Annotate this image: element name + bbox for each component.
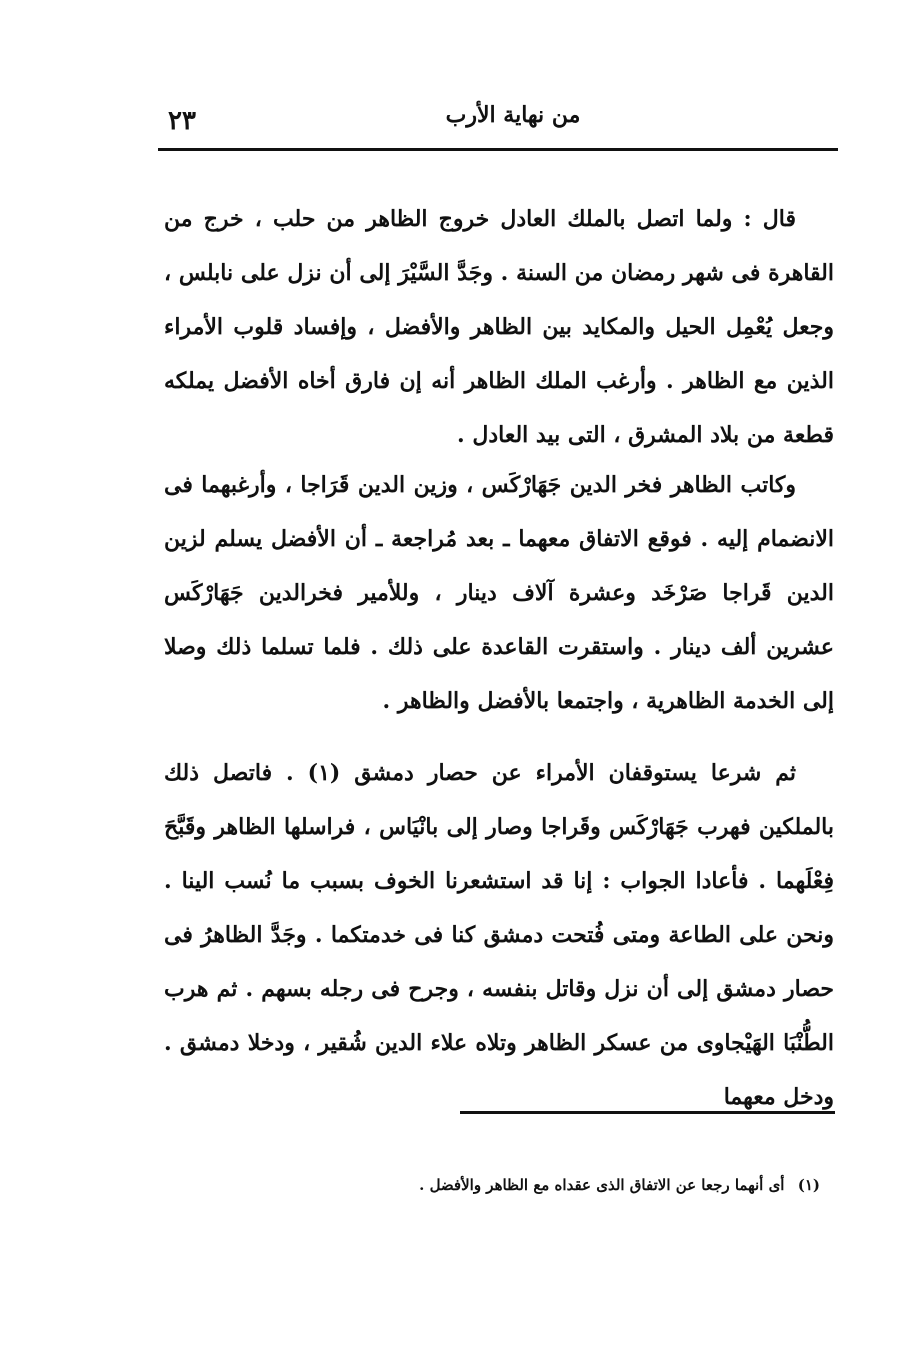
page-header — [158, 100, 838, 142]
footnote-marker: (١) — [797, 1176, 820, 1194]
paragraph-1 — [164, 192, 834, 462]
paragraph-text: وكاتب الظاهر فخر الدين جَهَارْكَس ، وزين الدين قَرَاجا ، وأرغبهما فى الانضمام إليه . فوقع الاتفاق معهما ـ بعد مُراجعة ـ أن الأفضل يسلم لزين الدين قَراجا صَرْخَد وعشرة آلاف دينار ، وللأمير فخرالدين جَهَارْكَس عشرين ألف دينار . واستقرت القاعدة على ذلك . فلما تسلما ذلك وصلا إلى الخدمة الظاهرية ، واجتمعا بالأفضل والظاهر . — [164, 472, 834, 714]
paragraph-text: ثم شرعا يستوقفان الأمراء عن حصار دمشق (١) . فاتصل ذلك بالملكين فهرب جَهَارْكَس وقَراجا وصار إلى بانْيَاس ، فراسلها الظاهر وقَبَّحَ فِعْلَهما . فأعادا الجواب : إنا قد استشعرنا الخوف بسبب ما نُسب الينا . ونحن على الطاعة ومتى فُتحت دمشق كنا فى خدمتكما . وجَدَّ الظاهرُ فى حصار دمشق إلى أن نزل وقاتل بنفسه ، وجرح فى رجله بسهم . ثم هرب الطُّنْبَا الهَيْجاوى من عسكر الظاهر وتلاه علاء الدين شُقير ، ودخلا دمشق . ودخل معهما — [164, 760, 834, 1110]
footnote-divider — [460, 1111, 835, 1114]
header-divider — [158, 148, 838, 151]
footnote-text: أى أنهما رجعا عن الاتفاق الذى عقداه مع الظاهر والأفضل . — [419, 1176, 785, 1194]
running-title: من نهاية الأرب — [445, 102, 581, 128]
paragraph-3 — [164, 746, 834, 1124]
page-number: ٢٣ — [168, 106, 196, 136]
paragraph-2 — [164, 458, 834, 728]
footnote — [300, 1176, 820, 1194]
paragraph-text: قال : ولما اتصل بالملك العادل خروج الظاهر من حلب ، خرج من القاهرة فى شهر رمضان من السنة . وجَدَّ السَّيْرَ إلى أن نزل على نابلس ، وجعل يُعْمِل الحيل والمكايد بين الظاهر والأفضل ، وإفساد قلوب الأمراء الذين مع الظاهر . وأرغب الملك الظاهر أنه إن فارق أخاه الأفضل يملكه قطعة من بلاد المشرق ، التى بيد العادل . — [164, 206, 834, 448]
